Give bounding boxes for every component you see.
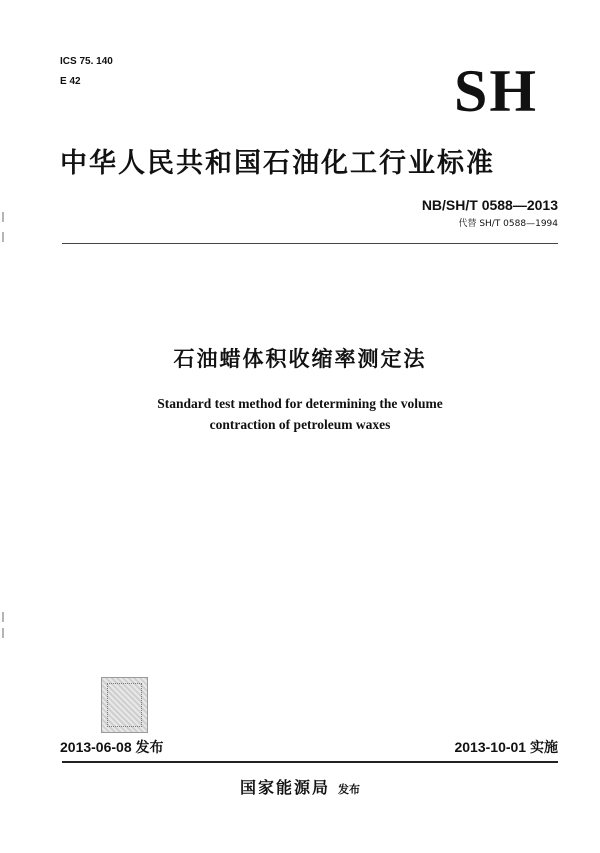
issue-date: 2013-06-08 发布 xyxy=(60,739,164,755)
standard-number: NB/SH/T 0588—2013 xyxy=(421,197,558,213)
classification-code: E 42 xyxy=(60,76,81,87)
scan-artifact xyxy=(2,212,4,222)
scan-artifact xyxy=(2,232,4,242)
library-stamp xyxy=(101,677,148,733)
standard-category-title: 中华人民共和国石油化工行业标准 xyxy=(60,148,495,179)
publisher-action: 发布 xyxy=(338,783,360,796)
publisher-line xyxy=(0,777,600,801)
implementation-date: 2013-10-01 实施 xyxy=(454,739,558,755)
ics-code: ICS 75. 140 xyxy=(60,56,113,67)
english-title-line-2: contraction of petroleum waxes xyxy=(209,417,391,432)
document-title-chinese: 石油蜡体积收缩率测定法 xyxy=(173,347,427,371)
english-title-line-1: Standard test method for determining the volume xyxy=(157,396,443,411)
scan-artifact xyxy=(2,628,4,638)
scan-artifact xyxy=(2,612,4,622)
sh-logo: SH xyxy=(454,58,539,124)
stamp-border xyxy=(107,683,142,727)
publisher-name: 国家能源局 xyxy=(239,778,330,797)
document-title-english xyxy=(0,393,600,435)
footer-divider xyxy=(62,761,558,763)
header-divider xyxy=(62,243,558,244)
replaces-note: 代替 SH/T 0588—1994 xyxy=(458,219,558,229)
